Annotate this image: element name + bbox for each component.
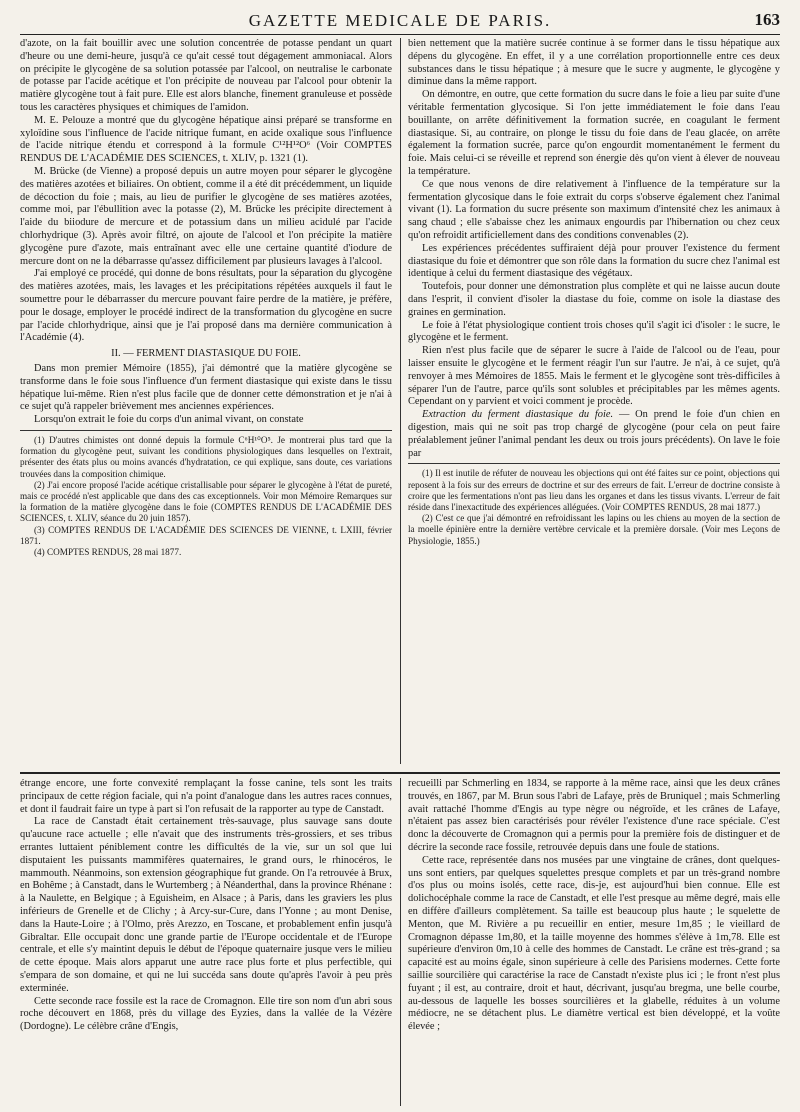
paragraph: Lorsqu'on extrait le foie du corps d'un animal vivant, on constate [34, 414, 304, 426]
footnote: (2) C'est ce que j'ai démontré en refroidissant les lapins ou les chiens au moyen de la section de la moelle épinière entre la dernière vertèbre cervicale et la première dorsale. (Voir mes Leçons de Physiologie, 1855.) [408, 513, 780, 546]
extraction-text: — On prend le foie d'un chien en digestion, mais qui ne soit pas trop chargé de glycogène (pour cela on peut faire préalablement jeûner l'animal pendant les deux ou trois jours précédents). On lave le foie par [408, 409, 780, 459]
paragraph: M. Brücke (de Vienne) a proposé depuis un autre moyen pour séparer le glycogène des matières azotées et biliaires. On obtient, comme il a été dit précédemment, un liquide de décoction du foie ; mais, au lieu de purifier le glycogène de ses matières azotées, comme moi, par l'ébullition avec la potasse (2), M. Brücke les précipite directement à l'aide du biiodure de mercure et de potassium dans un milieu acidulé par l'acide chlorhydrique (3). Après avoir filtré, on ajoute de l'alcool et l'on précipite la matière glycogène pure d'azote, mais entraînant avec elle une certaine quantité d'iodure de mercure dont on ne la débarrasse qu'assez difficilement par plusieurs lavages à l'alcool. [20, 165, 392, 267]
footnote: (4) COMPTES RENDUS, 28 mai 1877. [34, 546, 182, 557]
paragraph: Toutefois, pour donner une démonstration plus complète et qui ne laisse aucun doute dans l'esprit, il convient d'isoler la diastase du foie, comme on isole la diastase des graines en germination. [408, 281, 780, 318]
paragraph: d'azote, on la fait bouillir avec une solution concentrée de potasse pendant un quart d'heure ou une demi-heure, jusqu'à ce qu'ait cessé tout dégagement ammoniacal. Alors on précipite le glycogène de sa solution potassée par l'alcool, on neutralise le carbonate de potasse par l'acide acétique et l'on précipite de nouveau par l'alcool pour obtenir la matière glycogène tout à fait pure. Elle est alors blanche, finement granuleuse et possède tous les caractères physiques et chimiques de l'amidon. [20, 38, 392, 113]
top-right-column [408, 38, 780, 764]
column-divider [400, 778, 401, 1106]
paragraph: bien nettement que la matière sucrée continue à se former dans le tissu hépatique aux dépens du glycogène. En effet, il y a une corrélation proportionnelle entre ces deux substances dans le tissu hépatique ; à mesure que le sucre y augmente, le glycogène y diminue dans la même rapport. [408, 38, 780, 88]
section-separator [20, 772, 780, 774]
footnote-rule [20, 430, 392, 431]
column-divider [400, 38, 401, 764]
paragraph: Le foie à l'état physiologique contient trois choses qu'il s'agit ici d'isoler : le sucre, le glycogène et le ferment. [408, 319, 780, 344]
paragraph: Les expériences précédentes suffiraient déjà pour prouver l'existence du ferment diastasique du foie et démontrer que son rôle dans la formation du sucre chez l'animal est identique à celui du ferment diastasique des végétaux. [408, 242, 780, 280]
paragraph: recueilli par Schmerling en 1834, se rapporte à la même race, ainsi que les deux crânes trouvés, en 1867, par M. Brun sous l'abri de Lafaye, près de Bruniquel ; mais Schmerling avait rattaché l'homme d'Engis au type nègre ou négroïde, et les crânes de Lafaye, n'étaient pas assez bien caractérisés pour révéler l'existence d'une race spéciale. C'est donc la découverte de Cromagnon qui a permis pour la première fois de distinguer et de décrire la seconde race fossile, retrouvée depuis dans une foule de stations. [408, 778, 780, 853]
journal-title: GAZETTE MEDICALE DE PARIS. [248, 11, 552, 30]
paragraph: Ce que nous venons de dire relativement à l'influence de la température sur la fermentation glycosique dans le foie extrait du corps s'observe également chez l'animal vivant (1). La formation du sucre présente son maximum d'intensité chez les animaux à sang chaud ; elle s'abaisse chez les animaux engourdis par l'hibernation ou chez ceux qu'on refroidit artificiellement dans des conditions convenables (2). [408, 178, 780, 241]
paragraph: Dans mon premier Mémoire (1855), j'ai démontré que la matière glycogène se transforme dans le foie sous l'influence d'un ferment diastasique qui existe dans le tissu hépatique lui-même. Rien n'est plus facile que de donner cette démonstration et je n'ai à ce sujet qu'à rappeler brièvement mes anciennes expériences. [20, 362, 392, 413]
footnote: (2) J'ai encore proposé l'acide acétique cristallisable pour séparer le glycogène à l'état de pureté, mais ce procédé n'est applicable que dans des cas exceptionnels. Voir mon Mémoire Remarques sur la formation de la matière glycogène dans le foie (COMPTES RENDUS DE L'ACADÉMIE DES SCIENCES, t. XLIV, séance du 20 juin 1857). [20, 479, 392, 524]
paragraph: On démontre, en outre, que cette formation du sucre dans le foie a lieu par suite d'une véritable fermentation glycosique. Si l'on jette immédiatement le foie dans l'eau bouillante, on arrête définitivement la formation sucrée, en coagulant le ferment diastasique. Si, au contraire, on plonge le tissu du foie dans de l'eau glacée, on arrête également la formation sucrée, parce qu'on engourdit momentanément le ferment du foie. Mais celui-ci se réveille et reprend son énergie dès qu'on vient à élever de nouveau la température. [408, 89, 780, 177]
bottom-left-column [20, 778, 392, 1106]
paragraph [408, 409, 780, 460]
extraction-title: Extraction du ferment diastasique du foie. [422, 409, 614, 421]
top-left-column [20, 38, 392, 764]
section-heading: II. — FERMENT DIASTASIQUE DU FOIE. [111, 348, 301, 360]
footnote: (3) COMPTES RENDUS DE L'ACADÉMIE DES SCIENCES DE VIENNE, t. LXIII, février 1871. [20, 524, 392, 546]
page-header [20, 8, 780, 35]
footnote: (1) Il est inutile de réfuter de nouveau les objections qui ont été faites sur ce point, objections qui reposent à la fois sur des erreurs de doctrine et sur des erreurs de fait. L'erreur de doctrine consiste à croire que les fermentations n'ont pas lieu dans les organes et dans les tissus vivants. L'erreur de fait réside dans l'inexactitude des expériences alléguées. (Voir COMPTES RENDUS, 28 mai 1877.) [408, 468, 780, 512]
paragraph: La race de Canstadt était certainement très-sauvage, plus sauvage sans doute qu'aucune race actuelle ; elle n'avait que des instruments très-grossiers, et ses tribus errantes luttaient péniblement contre les difficultés de la vie, sur un sol que lui disputaient les puissants mammifères quaternaires, le grand ours, le rhinocéros, le mammouth. Néanmoins, son extension géographique fut grande. On l'a retrouvée à Brux, en Bohême ; à Canstadt, dans le Wurtemberg ; à Néanderthal, dans la province Rhénane : à la Naulette, en Belgique ; à Eguisheim, en Alsace ; à Paris, dans les graviers les plus inférieurs de Grenelle et de Clichy ; à Arcy-sur-Cure, dans l'Yonne ; au mont Denise, dans la Haute-Loire ; à l'Olmo, près Arezzo, en Toscane, et probablement enfin jusqu'à Gibraltar. Elle occupait donc une grande partie de l'Europe occidentale et de l'Europe centrale, et elle s'y maintint depuis le début de l'époque quaternaire jusque vers le milieu de cette époque. Mais alors apparut une autre race plus forte et plus perfectible, qui s'empara de son domaine, et qui ne lui succéda sans doute qu'après l'avoir à peu près exterminée. [20, 816, 392, 994]
paragraph: étrange encore, une forte convexité remplaçant la fosse canine, tels sont les traits principaux de cette région faciale, qui n'a point d'analogue dans les autres races connues, et dont il faudrait faire un type à part si l'on refusait de la rapporter au type de Canstadt. [20, 778, 392, 815]
page-number: 163 [754, 10, 780, 29]
paragraph: J'ai employé ce procédé, qui donne de bons résultats, pour la séparation du glycogène des matières azotées, mais, les lavages et les précipitations répétées auxquels il faut le soumettre pour le débarrasser du mercure pouvant faire perdre de la matière, je préfère, pour le dosage, employer le procédé indirect de la transformation du glycogène en sucre par l'acide chlorhydrique, ainsi que je l'ai proposé dans ma dernière communication à l'Académie (4). [20, 268, 392, 344]
paragraph: Rien n'est plus facile que de séparer le sucre à l'aide de l'alcool ou de l'eau, pour laisser ensuite le glycogène et le ferment réagir l'un sur l'autre. Je n'ai, à ce sujet, qu'à renvoyer à mes Mémoires de 1855. Mais le ferment et le glycogène sont très-difficiles à séparer l'un de l'autre, parce qu'ils sont solubles et précipitables par les mêmes agents. Cependant on y parvient et voici comment je procède. [408, 345, 780, 408]
paragraph: Cette race, représentée dans nos musées par une vingtaine de crânes, dont quelques-uns sont entiers, par quelques squelettes presque complets et par un très-grand nombre d'os plus ou moins isolés, cette race, dis-je, est aujourd'hui bien connue. Elle est dolichocéphale comme la race de Canstadt, et elle l'est presque au même degré, mais elle en diffère d'ailleurs complètement. Sa taille est beaucoup plus haute ; le squelette de Menton, que M. Rivière a pu recueillir en entier, mesure 1m,85 ; le vieillard de Cromagnon dépasse 1m,80, et la taille moyenne des hommes s'élève à 1m,78. Elle est supérieure d'environ 0m,10 à celle des hommes de Canstadt. Le crâne est très-grand ; sa capacité est au moins égale, sinon supérieure à celle des Parisiens modernes. Cette forte saillie sourcilière qui caractérise la race de Canstadt n'existe plus ici ; le front n'est plus fuyant ; il est, au contraire, droit et haut, décrivant, jusqu'au bregma, une belle courbe, au-dessous de laquelle les bosses sourcilières et la glabelle, réduites à un volume médiocre, ne se détachent plus. Le diamètre vertical est bien développé, et la voûte élevée ; [408, 854, 780, 1033]
paragraph: M. E. Pelouze a montré que du glycogène hépatique ainsi préparé se transforme en xyloïdine sous l'influence de l'acide nitrique fumant, en acide oxalique sous l'influence de l'acide nitrique étendu et correspond à la formule C¹²H¹²O⁶ (Voir COMPTES RENDUS DE L'ACADÉMIE DES SCIENCES, t. XLIV, p. 1321 (1). [20, 114, 392, 165]
footnote: (1) D'autres chimistes ont donné depuis la formule C⁶H¹⁰O⁵. Je montrerai plus tard que la formation du glycogène peut, suivant les conditions physiologiques dans lesquelles on l'extrait, présenter des états plus ou moins avancés d'hydratation, ce qui explique, sans doute, ces variations trouvées dans la composition chimique. [20, 434, 392, 479]
bottom-right-column [408, 778, 780, 1106]
paragraph: Cette seconde race fossile est la race de Cromagnon. Elle tire son nom d'un abri sous roche découvert en 1868, près du village des Eyzies, dans la vallée de la Vézère (Dordogne). Le célèbre crâne d'Engis, [20, 995, 392, 1033]
footnote-rule [408, 463, 780, 464]
